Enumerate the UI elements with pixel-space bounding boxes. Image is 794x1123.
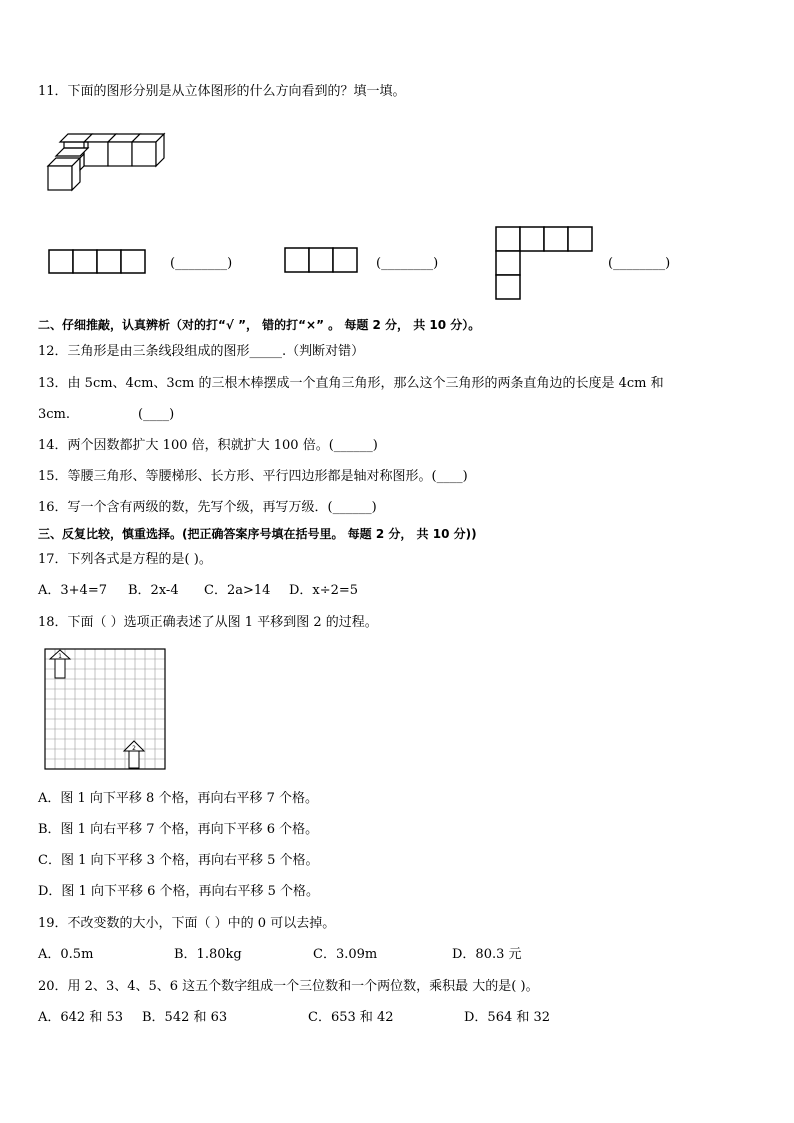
q18-text: 18．下面（ ）选项正确表述了从图 1 平移到图 2 的过程。 [38,615,378,630]
cube-solid-figure [44,132,184,196]
view-l-shape [495,226,595,302]
q18-option-b[interactable]: B．图 1 向右平移 7 个格，再向下平移 6 个格。 [38,822,319,837]
q19-text: 19．不改变数的大小，下面（ ）中的 0 可以去掉。 [38,916,336,931]
q20-text: 20．用 2、3、4、5、6 这五个数字组成一个三位数和一个两位数，乘积最 大的是( )。 [38,979,539,994]
q15-text: 15．等腰三角形、等腰梯形、长方形、平行四边形都是轴对称图形。(____) [38,469,468,484]
q20-option-c[interactable]: C．653 和 42 [308,1010,394,1025]
q12-text: 12．三角形是由三条线段组成的图形_____.（判断对错） [38,344,365,359]
figure-2-label: 2 [132,745,136,752]
q20-option-b[interactable]: B．542 和 63 [142,1010,228,1025]
q14-text: 14．两个因数都扩大 100 倍，积就扩大 100 倍。(______) [38,438,378,453]
q17-option-a[interactable]: A．3+4=7 [38,583,107,598]
translation-grid-figure [44,648,168,772]
q18-option-d[interactable]: D．图 1 向下平移 6 个格，再向右平移 5 个格。 [38,884,320,899]
q18-option-c[interactable]: C．图 1 向下平移 3 个格，再向右平移 5 个格。 [38,853,319,868]
q19-option-c[interactable]: C．3.09m [313,947,378,962]
q11-blank-1[interactable]: (________) [170,256,233,271]
q13-line-2: 3cm. [38,407,71,422]
q13-blank[interactable]: (____) [138,407,175,422]
q17-option-d[interactable]: D．x÷2=5 [289,583,359,598]
section-2-heading: 二、仔细推敲，认真辨析（对的打“√ ”， 错的打“×” 。 每题 2 分， 共 10 分）。 [38,318,481,332]
q20-option-d[interactable]: D．564 和 32 [464,1010,551,1025]
q19-option-a[interactable]: A．0.5m [38,947,94,962]
q13-line-1: 13．由 5cm、4cm、3cm 的三根木棒摆成一个直角三角形，那么这个三角形的两条直角边的长度是 4cm 和 [38,376,664,391]
view-four-squares [48,249,148,274]
q20-option-a[interactable]: A．642 和 53 [38,1010,124,1025]
q11-blank-3[interactable]: (________) [608,256,671,271]
q19-option-d[interactable]: D．80.3 元 [452,947,522,962]
q11-blank-2[interactable]: (________) [376,256,439,271]
q11-text: 11．下面的图形分别是从立体图形的什么方向看到的？填一填。 [38,84,406,99]
figure-1-label: 1 [58,653,62,660]
q17-option-b[interactable]: B．2x-4 [128,583,179,598]
q19-option-b[interactable]: B．1.80kg [174,947,242,962]
section-3-heading: 三、反复比较，慎重选择。(把正确答案序号填在括号里。 每题 2 分， 共 10 分)) [38,527,477,541]
q17-option-c[interactable]: C．2a>14 [204,583,271,598]
q16-text: 16．写一个含有两级的数，先写个级，再写万级．(______) [38,500,377,515]
q18-option-a[interactable]: A．图 1 向下平移 8 个格，再向右平移 7 个格。 [38,791,318,806]
q17-text: 17．下列各式是方程的是( )。 [38,552,212,567]
view-three-squares [284,247,360,273]
